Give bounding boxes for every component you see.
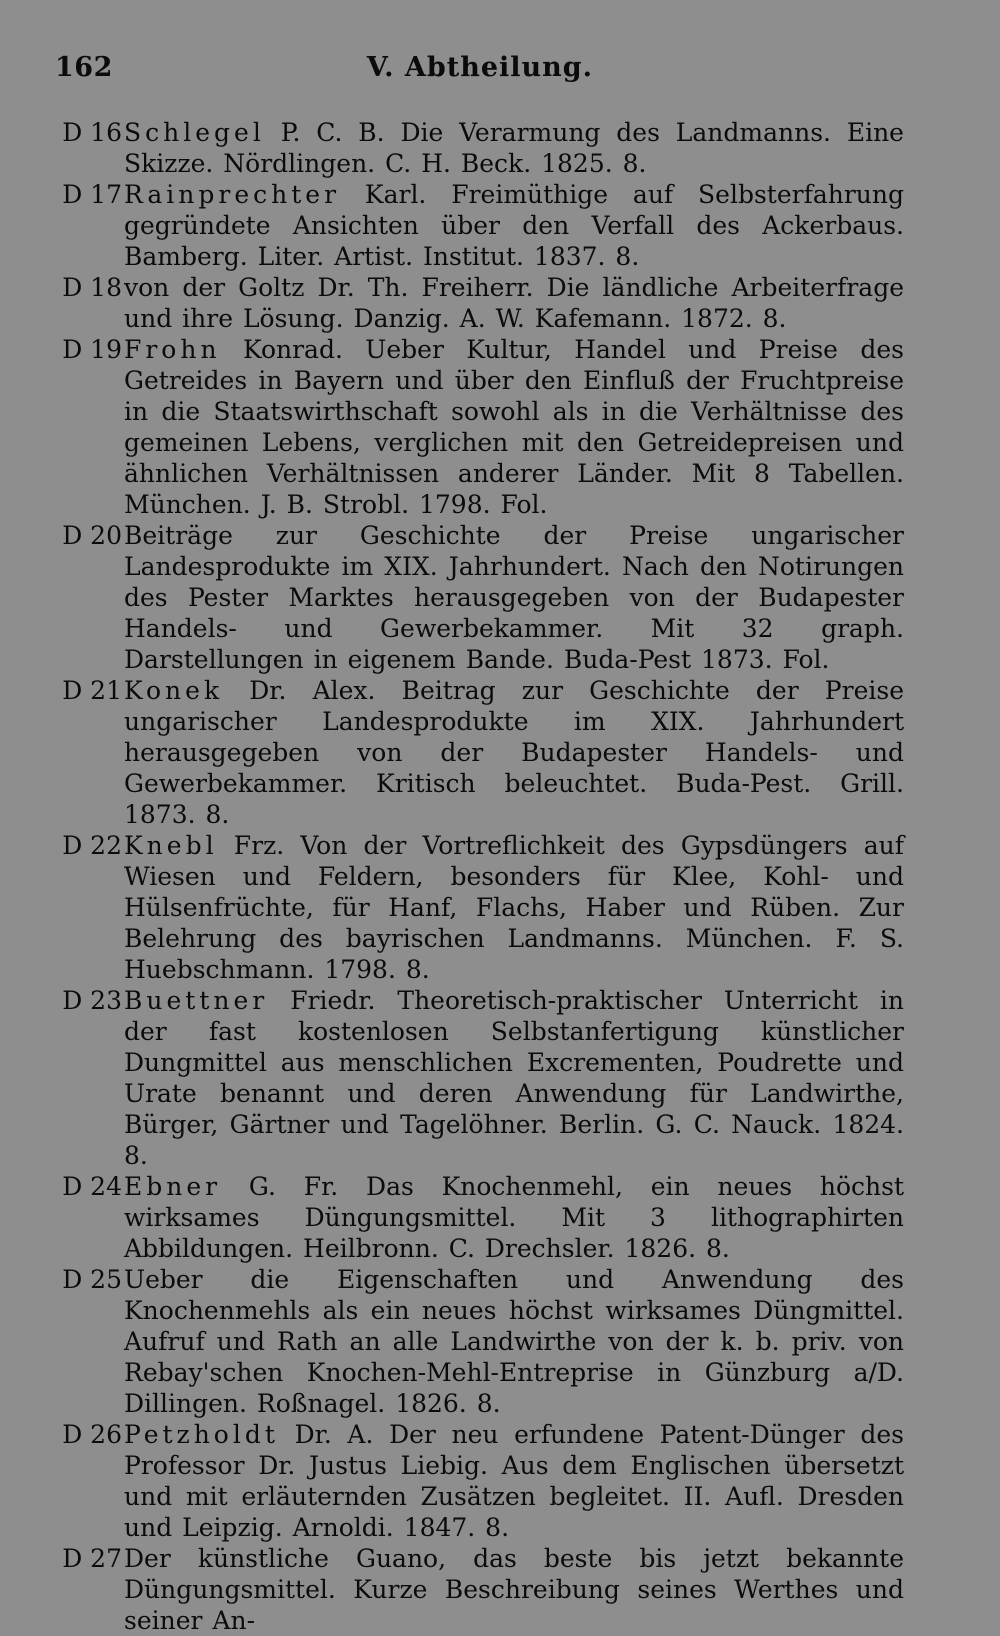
bibliography-entry (0, 1543, 1000, 1636)
entry-author: Konek (124, 676, 224, 705)
entry-text (124, 272, 904, 334)
entry-number: D 21 (62, 676, 122, 705)
entry-text (124, 1543, 904, 1636)
entry-text (124, 117, 904, 179)
entry-number: D 18 (62, 273, 122, 302)
bibliography-entry (0, 334, 1000, 520)
entry-text (124, 985, 904, 1171)
entry-text (124, 1264, 904, 1419)
entry-description: Friedr. Theoretisch-praktischer Unterricht in der fast kostenlosen Selbstanfertigung künstlicher Dungmittel aus menschlichen Excrementen, Poudrette und Urate benannt und deren Anwendung für Landwirthe, Bürger, Gärtner und Tagelöhner. Berlin. G. C. Nauck. 1824. 8. (124, 986, 904, 1170)
entry-text (124, 830, 904, 985)
entry-number: D 20 (62, 521, 122, 550)
page-number: 162 (55, 52, 113, 83)
entry-author: Schlegel (124, 118, 265, 147)
entry-text (124, 675, 904, 830)
bibliography-entry (0, 179, 1000, 272)
bibliography-entry (0, 1264, 1000, 1419)
entry-description: Dr. Alex. Beitrag zur Geschichte der Preise ungarischer Landesprodukte im XIX. Jahrhundert herausgegeben von der Budapester Handels- und Gewerbekammer. Kritisch beleuchtet. Buda-Pest. Grill. 1873. 8. (124, 676, 904, 829)
entry-text (124, 1171, 904, 1264)
entry-description: Der künstliche Guano, das beste bis jetzt bekannte Düngungsmittel. Kurze Beschreibung seines Werthes und seiner An- (124, 1544, 904, 1635)
entry-description: Dr. A. Der neu erfundene Patent-Dünger des Professor Dr. Justus Liebig. Aus dem Englischen übersetzt und mit erläuternden Zusätzen begleitet. II. Aufl. Dresden und Leipzig. Arnoldi. 1847. 8. (124, 1420, 904, 1542)
entry-author: Ebner (124, 1172, 222, 1201)
entry-text (124, 334, 904, 520)
bibliography-entry (0, 1419, 1000, 1543)
section-title: V. Abtheilung. (366, 52, 594, 83)
bibliography-entry (0, 520, 1000, 675)
entry-number: D 25 (62, 1265, 122, 1294)
entry-number: D 22 (62, 831, 122, 860)
entry-description: Beiträge zur Geschichte der Preise ungarischer Landesprodukte im XIX. Jahrhundert. Nach den Notirungen des Pester Marktes herausgegeben von der Budapester Handels- und Gewerbekammer. Mit 32 graph. Darstellungen in eigenem Bande. Buda-Pest 1873. Fol. (124, 521, 904, 674)
entry-number: D 19 (62, 335, 122, 364)
bibliography-entry (0, 830, 1000, 985)
entry-text (124, 179, 904, 272)
entry-description: Konrad. Ueber Kultur, Handel und Preise des Getreides in Bayern und über den Einfluß der Fruchtpreise in die Staatswirthschaft sowohl als in die Verhältnisse des gemeinen Lebens, verglichen mit den Getreidepreisen und ähnlichen Verhältnissen anderer Länder. Mit 8 Tabellen. München. J. B. Strobl. 1798. Fol. (124, 335, 904, 519)
entry-author: Buettner (124, 986, 269, 1015)
entry-description: Karl. Freimüthige auf Selbsterfahrung gegründete Ansichten über den Verfall des Ackerbaus. Bamberg. Liter. Artist. Institut. 1837. 8. (124, 180, 904, 271)
entry-description: G. Fr. Das Knochenmehl, ein neues höchst wirksames Düngungsmittel. Mit 3 lithographirten Abbildungen. Heilbronn. C. Drechsler. 1826. 8. (124, 1172, 904, 1263)
entry-author: Frohn (124, 335, 221, 364)
entry-text (124, 520, 904, 675)
bibliography-entry (0, 272, 1000, 334)
entry-number: D 16 (62, 118, 122, 147)
entry-description: P. C. B. Die Verarmung des Landmanns. Eine Skizze. Nördlingen. C. H. Beck. 1825. 8. (124, 118, 904, 178)
bibliography-entry (0, 985, 1000, 1171)
entry-number: D 24 (62, 1172, 122, 1201)
running-head (55, 52, 905, 96)
entry-author: Rainprechter (124, 180, 341, 209)
bibliography-entry (0, 675, 1000, 830)
bibliography-entry (0, 117, 1000, 179)
entry-author: Knebl (124, 831, 218, 860)
entry-number: D 23 (62, 986, 122, 1015)
entry-number: D 27 (62, 1544, 122, 1573)
entry-number: D 17 (62, 180, 122, 209)
entry-description: Frz. Von der Vortreflichkeit des Gypsdüngers auf Wiesen und Feldern, besonders für Klee, Kohl- und Hülsenfrüchte, für Hanf, Flachs, Haber und Rüben. Zur Belehrung des bayrischen Landmanns. München. F. S. Huebschmann. 1798. 8. (124, 831, 905, 984)
entry-text (124, 1419, 904, 1543)
entry-description: von der Goltz Dr. Th. Freiherr. Die ländliche Arbeiterfrage und ihre Lösung. Danzig. A. W. Kafemann. 1872. 8. (124, 273, 904, 333)
entry-author: Petzholdt (124, 1420, 279, 1449)
bibliography-entry (0, 1171, 1000, 1264)
entry-number: D 26 (62, 1420, 122, 1449)
entry-description: Ueber die Eigenschaften und Anwendung des Knochenmehls als ein neues höchst wirksames Düngmittel. Aufruf und Rath an alle Landwirthe von der k. b. priv. von Rebay'schen Knochen-Mehl-Entreprise in Günzburg a/D. Dillingen. Roßnagel. 1826. 8. (124, 1265, 904, 1418)
bibliography-list (0, 117, 1000, 1636)
